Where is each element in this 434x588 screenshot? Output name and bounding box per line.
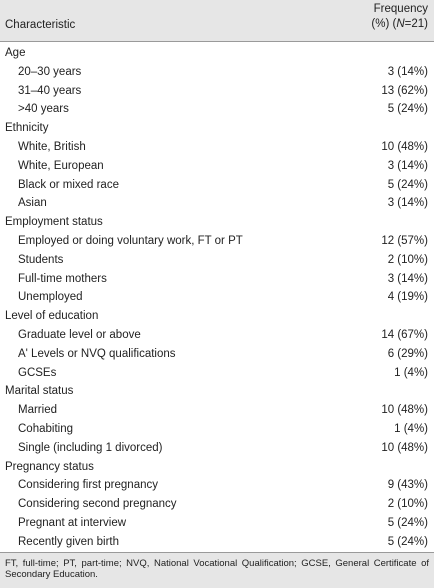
row-label: >40 years bbox=[18, 103, 69, 116]
section-heading-row bbox=[0, 119, 434, 138]
table-row bbox=[0, 514, 434, 533]
row-label: Considering second pregnancy bbox=[18, 498, 177, 511]
row-label: 20–30 years bbox=[18, 65, 82, 78]
section-heading-row bbox=[0, 44, 434, 63]
row-frequency: 3 (14%) bbox=[387, 159, 428, 172]
row-frequency: 14 (67%) bbox=[381, 328, 428, 341]
table-row bbox=[0, 232, 434, 251]
row-label: Black or mixed race bbox=[18, 178, 119, 191]
section-heading: Level of education bbox=[5, 310, 99, 323]
table-row bbox=[0, 288, 434, 307]
row-frequency: 3 (14%) bbox=[387, 197, 428, 210]
table-body bbox=[0, 44, 434, 552]
table-row bbox=[0, 495, 434, 514]
row-frequency: 6 (29%) bbox=[387, 347, 428, 360]
row-frequency: 13 (62%) bbox=[381, 84, 428, 97]
table-row bbox=[0, 194, 434, 213]
table-row bbox=[0, 157, 434, 176]
row-label: GCSEs bbox=[18, 366, 57, 379]
row-label: A' Levels or NVQ qualifications bbox=[18, 347, 176, 360]
table-row bbox=[0, 63, 434, 82]
table-row bbox=[0, 270, 434, 289]
row-frequency: 9 (43%) bbox=[387, 479, 428, 492]
row-label: Students bbox=[18, 253, 64, 266]
row-frequency: 1 (4%) bbox=[394, 422, 428, 435]
table-row bbox=[0, 439, 434, 458]
section-heading-row bbox=[0, 213, 434, 232]
column-header-characteristic: Characteristic bbox=[5, 19, 76, 31]
section-heading-row bbox=[0, 307, 434, 326]
table-row bbox=[0, 100, 434, 119]
row-frequency: 5 (24%) bbox=[387, 103, 428, 116]
table-footer bbox=[0, 553, 434, 588]
row-frequency: 2 (10%) bbox=[387, 253, 428, 266]
section-heading: Pregnancy status bbox=[5, 460, 94, 473]
row-frequency: 1 (4%) bbox=[394, 366, 428, 379]
row-label: Employed or doing voluntary work, FT or PT bbox=[18, 234, 243, 247]
frequency-header-line2-text: (%) (N=21) bbox=[371, 18, 428, 30]
row-label: Pregnant at interview bbox=[18, 516, 127, 529]
column-header-frequency bbox=[371, 2, 428, 32]
row-frequency: 4 (19%) bbox=[387, 291, 428, 304]
section-heading: Employment status bbox=[5, 216, 103, 229]
row-label: Full-time mothers bbox=[18, 272, 107, 285]
row-label: Recently given birth bbox=[18, 535, 119, 548]
table-row bbox=[0, 176, 434, 195]
row-frequency: 5 (24%) bbox=[387, 535, 428, 548]
row-frequency: 10 (48%) bbox=[381, 441, 428, 454]
row-label: Graduate level or above bbox=[18, 328, 141, 341]
table-row bbox=[0, 138, 434, 157]
table-row bbox=[0, 251, 434, 270]
row-label: Married bbox=[18, 404, 57, 417]
row-label: Cohabiting bbox=[18, 422, 73, 435]
row-frequency: 10 (48%) bbox=[381, 404, 428, 417]
row-frequency: 5 (24%) bbox=[387, 178, 428, 191]
section-heading: Marital status bbox=[5, 385, 74, 398]
row-label: Single (including 1 divorced) bbox=[18, 441, 163, 454]
table-row bbox=[0, 401, 434, 420]
table-row bbox=[0, 533, 434, 552]
table-row bbox=[0, 364, 434, 383]
row-label: 31–40 years bbox=[18, 84, 82, 97]
table-row bbox=[0, 345, 434, 364]
section-heading: Age bbox=[5, 47, 26, 59]
row-frequency: 5 (24%) bbox=[387, 516, 428, 529]
row-label: Asian bbox=[18, 197, 47, 210]
row-label: Unemployed bbox=[18, 291, 83, 304]
section-heading-row bbox=[0, 382, 434, 401]
row-frequency: 12 (57%) bbox=[381, 234, 428, 247]
header-rule bbox=[0, 41, 434, 42]
row-label: White, British bbox=[18, 140, 86, 153]
row-frequency: 2 (10%) bbox=[387, 498, 428, 511]
frequency-header-line1: Frequency bbox=[373, 3, 428, 15]
section-heading: Ethnicity bbox=[5, 122, 49, 135]
table-header bbox=[0, 0, 434, 41]
row-frequency: 10 (48%) bbox=[381, 140, 428, 153]
table-row bbox=[0, 82, 434, 101]
row-frequency: 3 (14%) bbox=[387, 272, 428, 285]
table-row bbox=[0, 420, 434, 439]
frequency-header-line2 bbox=[371, 17, 428, 32]
table-row bbox=[0, 326, 434, 345]
row-frequency: 3 (14%) bbox=[387, 65, 428, 78]
footnote: FT, full-time; PT, part-time; NVQ, National Vocational Qualification; GCSE, General Certificate of Secondary Education. bbox=[5, 558, 429, 580]
table-row bbox=[0, 476, 434, 495]
row-label: Considering first pregnancy bbox=[18, 479, 158, 492]
section-heading-row bbox=[0, 458, 434, 477]
row-label: White, European bbox=[18, 159, 104, 172]
